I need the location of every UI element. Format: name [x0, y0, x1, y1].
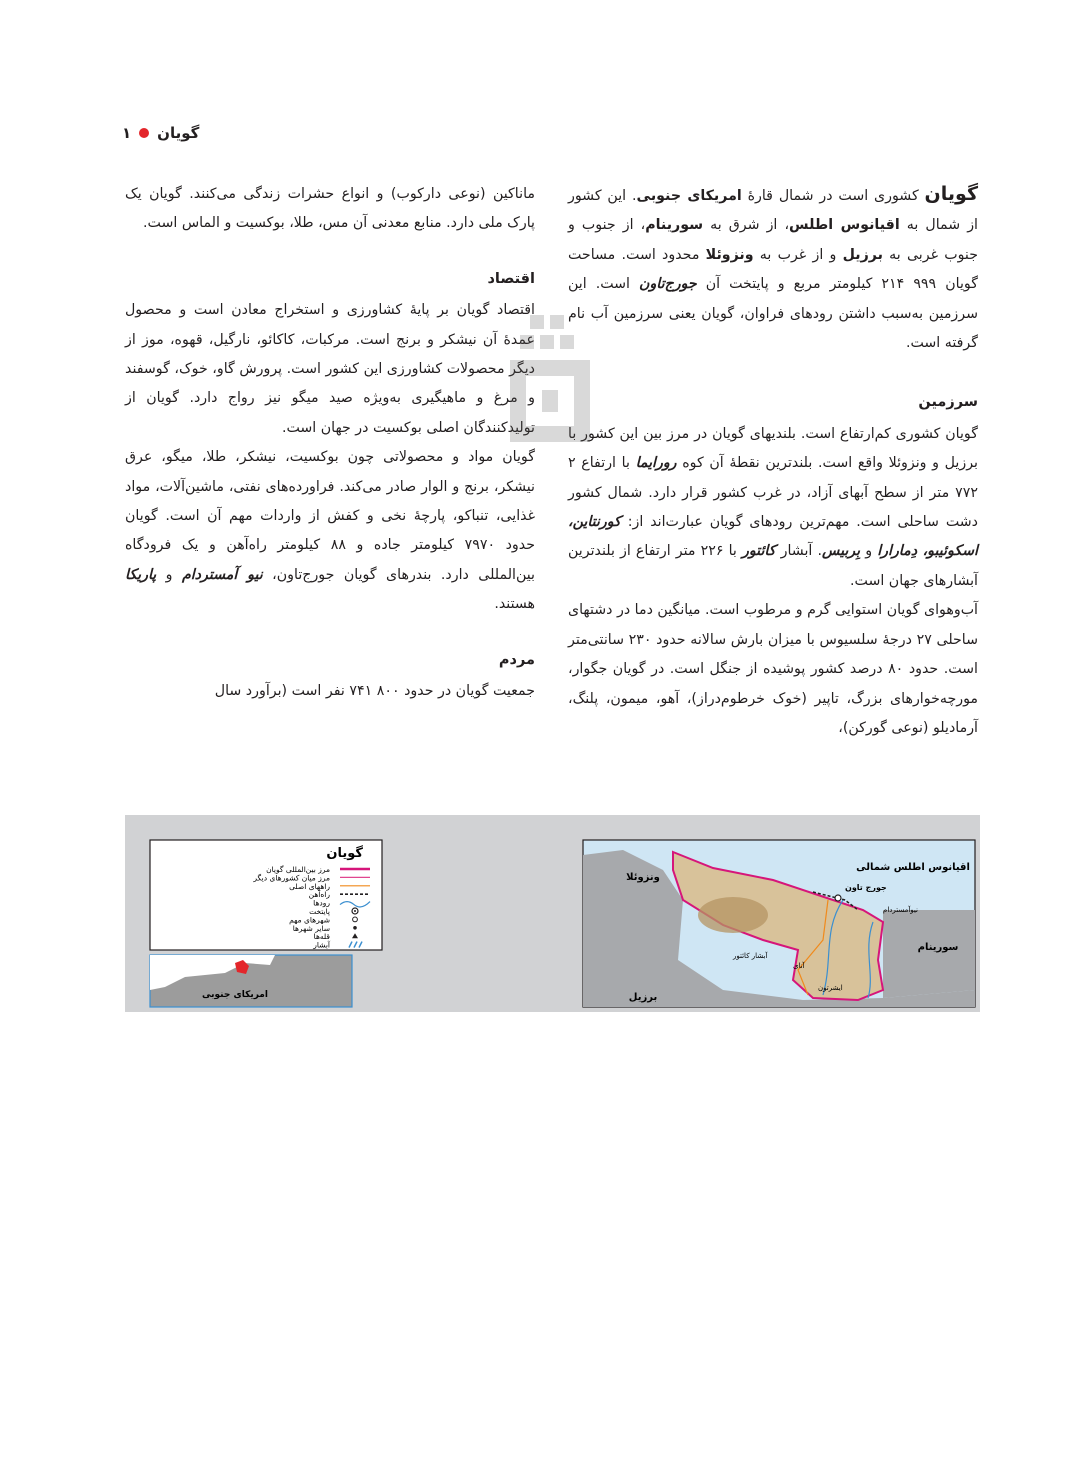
- major-city-icon: [353, 917, 358, 922]
- brazil-label: برزیل: [628, 992, 658, 1003]
- lead-word: گویان: [924, 183, 978, 205]
- economy-paragraph-2: [125, 443, 535, 619]
- economy-heading: اقتصاد: [487, 270, 535, 287]
- ocean-label: اقیانوس اطلس شمالی: [856, 862, 970, 873]
- land-paragraph-1: [568, 420, 978, 596]
- text: گویان مواد و محصولاتی چون بوکسیت، نیشکر، طلا، میگو، عرق نیشکر، برنج و الوار صادر می‌کند. فراورده‌های نفتی، ماشین‌آلات، مواد غذایی، تنباکو، پارچهٔ نخی و کفش از واردات مهم آن است. گویان حدود ۷۹۷۰ کیلومتر جاده و ۸۸ کیلومتر راه‌آهن و یک فرودگاه بین‌المللی دارد. بندرهای گویان جورج‌تاون،: [125, 449, 535, 583]
- text: با ۲۲۶ متر ارتفاع از بلندترین آبشارهای جهان است.: [568, 543, 978, 589]
- bold-text: امریکای جنوبی: [636, 188, 742, 204]
- text: . آبشار: [775, 543, 822, 560]
- italic-text: پاریکا: [125, 566, 157, 583]
- capital-label: جورج تاون: [845, 883, 887, 892]
- italic-text: بِربیس: [821, 543, 861, 560]
- bold-text: ونزوئلا: [705, 246, 754, 263]
- text: محدود است. مساحت گویان ۹۹۹ ۲۱۴ کیلومتر مربع و پایتخت آن: [568, 246, 978, 293]
- legend-label: آبشار: [313, 940, 330, 950]
- header-dot-icon: [139, 128, 149, 138]
- page-title: گویان: [157, 124, 200, 142]
- italic-text: کائتور: [742, 543, 776, 560]
- bold-text: اقیانوس اطلس: [789, 217, 900, 234]
- text: ، از جنوب و جنوب غربی به: [568, 217, 978, 263]
- text: و از غرب به: [753, 246, 843, 263]
- venezuela-label: ونزوئلا: [626, 872, 660, 883]
- page-header: [122, 124, 199, 142]
- legend-label: رودها: [313, 898, 330, 908]
- annai-label: آنای: [793, 962, 805, 970]
- text: . این کشور از شمال به: [568, 188, 978, 234]
- bold-text: برزیل: [842, 246, 883, 263]
- bold-text: سورینام: [645, 217, 704, 234]
- legend-label: پایتخت: [309, 907, 330, 916]
- land-heading: سرزمین: [918, 394, 978, 411]
- page-number: ۱: [122, 124, 132, 142]
- legend-label: مرز میان کشورهای دیگر: [253, 873, 330, 883]
- new-amsterdam-label: نیوآمستردام: [883, 906, 918, 914]
- continuation-paragraph: ماناکین (نوعی دارکوب) و انواع حشرات زندگی می‌کنند. گویان یک پارک ملی دارد. منابع معدنی آن مس، طلا، بوکسیت و الماس است.: [125, 186, 535, 232]
- guyana-map-svg: [125, 815, 980, 1012]
- other-city-icon: [353, 926, 357, 930]
- text: است. این سرزمین به‌سبب داشتن رودهای فراوان، گویان یعنی سرزمین آب نام گرفته است.: [568, 276, 978, 352]
- suriname-label: سورینام: [917, 942, 959, 953]
- capital-icon-dot: [354, 910, 356, 912]
- text: ، از شرق به: [703, 217, 790, 234]
- text: و: [860, 543, 878, 560]
- economy-paragraph-1: اقتصاد گویان بر پایهٔ کشاورزی و استخراج معادن است و محصول عمدهٔ آن نیشکر و برنج است. مرکبات، کاکائو، نارگیل، قهوه، موز از دیگر محصولات کشاورزی این کشور است. پرورش گاو، خوک، گوسفند و مرغ و ماهیگیری به‌ویژه صید میگو نیز رواج دارد. گویان از تولیدکنندگان اصلی بوکسیت در جهان است.: [125, 302, 535, 436]
- text: گویان کشوری کم‌ارتفاع است. بلندیهای گویان در مرز بین این کشور با برزیل و ونزوئلا واقع است. بلندترین نقطهٔ آن کوه: [568, 425, 978, 472]
- legend-label: قله‌ها: [313, 932, 330, 942]
- legend-label: راههای اصلی: [289, 881, 330, 891]
- left-column: [125, 180, 535, 707]
- right-column: [568, 180, 978, 743]
- isherton-label: ایشرتون: [818, 984, 843, 992]
- legend-title: گویان: [326, 846, 363, 861]
- capital-marker: [835, 895, 841, 901]
- inset-label: امریکای جنوبی: [202, 990, 268, 1000]
- kaieteur-label: آبشار کائتور: [733, 952, 768, 960]
- italic-text: کورنتاین، اسکوئیبو، دِمارارا: [568, 514, 978, 560]
- text: کشوری است در شمال قارهٔ: [741, 188, 925, 204]
- text: و: [156, 566, 182, 583]
- text: هستند.: [494, 596, 535, 613]
- bold-text: جورج‌تاون: [639, 276, 697, 293]
- italic-text: رورایما: [635, 455, 677, 472]
- legend-label: شهرهای مهم: [289, 915, 330, 925]
- map-root: [150, 840, 975, 1007]
- watermark-logo-icon: [500, 315, 600, 465]
- people-heading: مردم: [498, 651, 535, 668]
- intro-paragraph: [568, 180, 978, 358]
- land-paragraph-2: آب‌وهوای گویان استوایی گرم و مرطوب است. میانگین دما در دشتهای ساحلی ۲۷ درجهٔ سلسیوس با میزان بارش سالانه حدود ۲۳۰ سانتی‌متر است. حدود ۸۰ درصد کشور پوشیده از جنگل است. در گویان جگوار، مورچه‌خوارهای بزرگ، تاپیر (خوک خرطوم‌دراز)، آهو، میمون، پلنگ، آرمادیلو (نوعی گورکن)،: [568, 602, 978, 736]
- legend-label: مرز بین‌المللی گویان: [266, 865, 330, 874]
- italic-text: نیو آمستردام: [181, 566, 263, 583]
- text: با ارتفاع ۲ ۷۷۲ متر از سطح آبهای آزاد، در غرب کشور قرار دارد. شمال کشور دشت ساحلی است. مهم‌ترین رودهای گویان عبارت‌اند از:: [568, 455, 978, 531]
- legend-label: راه‌آهن: [308, 890, 330, 900]
- legend-label: سایر شهرها: [292, 923, 330, 933]
- relief-highlands: [698, 897, 768, 933]
- people-paragraph: جمعیت گویان در حدود ۸۰۰ ۷۴۱ نفر است (برآورد سال: [214, 683, 535, 700]
- suriname-land: [883, 910, 975, 998]
- map-container: [125, 815, 980, 1012]
